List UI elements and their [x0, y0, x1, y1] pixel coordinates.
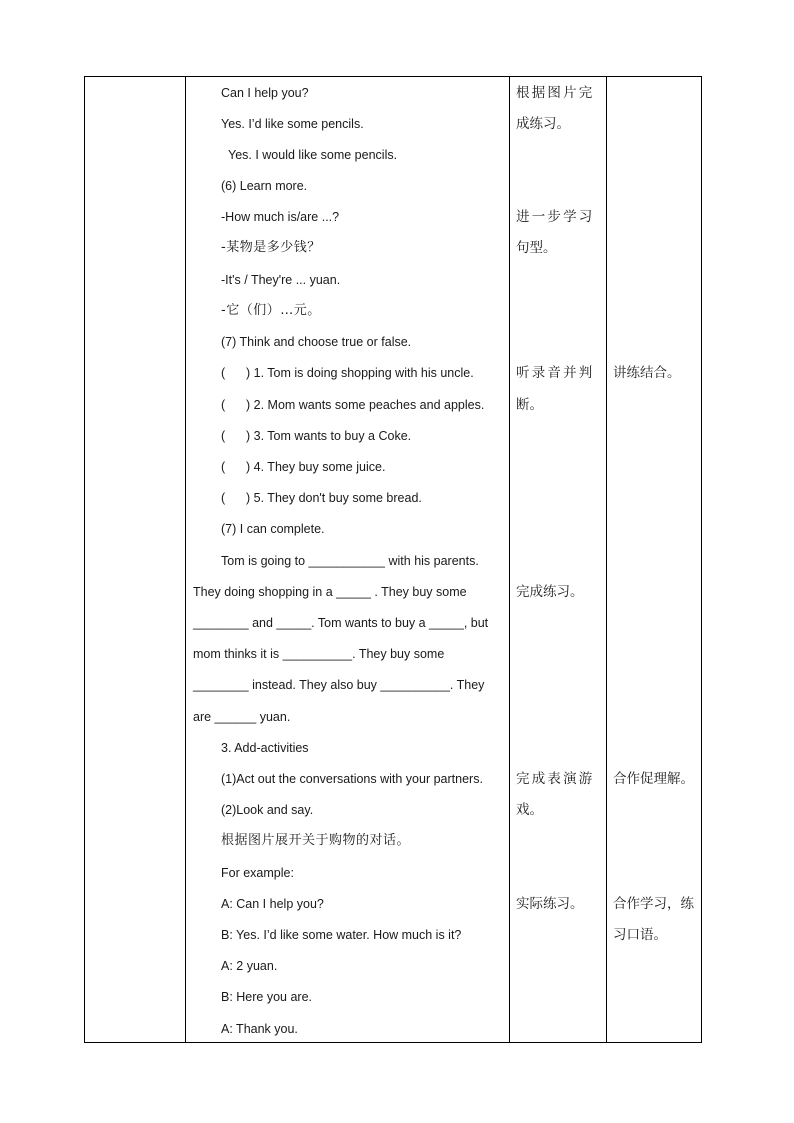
design-intent-text: 合作促理解。	[613, 771, 694, 787]
true-false-item: ( ) 1. Tom is doing shopping with his uncle.	[221, 366, 474, 380]
true-false-item: ( ) 2. Mom wants some peaches and apples.	[221, 398, 485, 412]
dialog-line: B: Yes. I’d like some water. How much is it?	[221, 928, 462, 942]
column-divider-1	[185, 77, 186, 1042]
column-divider-3	[606, 77, 607, 1042]
student-activity-text: 实际练习。	[516, 896, 584, 912]
true-false-item: ( ) 3. Tom wants to buy a Coke.	[221, 429, 412, 443]
activity-line: 根据图片展开关于购物的对话。	[221, 833, 411, 848]
activity-line: (1)Act out the conversations with your partners.	[221, 772, 483, 786]
true-false-item: ( ) 5. They don't buy some bread.	[221, 491, 422, 505]
cloze-line: are ______ yuan.	[193, 710, 291, 724]
dialog-line: A: Can I help you?	[221, 897, 324, 911]
student-activity-text: 进一步学习	[516, 209, 595, 225]
dialog-line: A: 2 yuan.	[221, 959, 278, 973]
sentence-pattern-translation: -它（们）…元。	[221, 303, 321, 318]
section-heading: (7) Think and choose true or false.	[221, 335, 412, 349]
example-heading: For example:	[221, 866, 294, 880]
dialog-line: B: Here you are.	[221, 990, 313, 1004]
dialog-line: A: Thank you.	[221, 1022, 298, 1036]
student-activity-text: 完成练习。	[516, 584, 584, 600]
cloze-line: ________ instead. They also buy __________. They	[193, 678, 485, 692]
cloze-line: Tom is going to ___________ with his parents.	[221, 554, 479, 568]
cloze-line: ________ and _____. Tom wants to buy a _____, but	[193, 616, 489, 630]
cloze-line: They doing shopping in a _____ . They buy some	[193, 585, 467, 599]
cloze-line: mom thinks it is __________. They buy some	[193, 647, 445, 661]
section-heading: 3. Add-activities	[221, 741, 309, 755]
student-activity-text: 句型。	[516, 240, 557, 256]
sentence-pattern: -It's / They're ... yuan.	[221, 273, 341, 287]
activity-line: (2)Look and say.	[221, 803, 314, 817]
design-intent-text: 习口语。	[613, 927, 667, 943]
student-activity-text: 戏。	[516, 802, 543, 818]
design-intent-text: 讲练结合。	[613, 365, 681, 381]
design-intent-text: 合作学习，练	[613, 896, 694, 912]
sentence-pattern: -How much is/are ...?	[221, 210, 340, 224]
student-activity-text: 根据图片完	[516, 85, 595, 101]
student-activity-text: 断。	[516, 397, 543, 413]
column-divider-2	[509, 77, 510, 1042]
dialog-line: Yes. I would like some pencils.	[228, 148, 398, 162]
dialog-line: Yes. I’d like some pencils.	[221, 117, 364, 131]
student-activity-text: 听录音并判	[516, 365, 595, 381]
true-false-item: ( ) 4. They buy some juice.	[221, 460, 386, 474]
section-heading: (6) Learn more.	[221, 179, 308, 193]
student-activity-text: 完成表演游	[516, 771, 595, 787]
dialog-line: Can I help you?	[221, 86, 309, 100]
student-activity-text: 成练习。	[516, 116, 570, 132]
sentence-pattern-translation: -某物是多少钱？	[221, 240, 321, 255]
section-heading: (7) I can complete.	[221, 522, 325, 536]
